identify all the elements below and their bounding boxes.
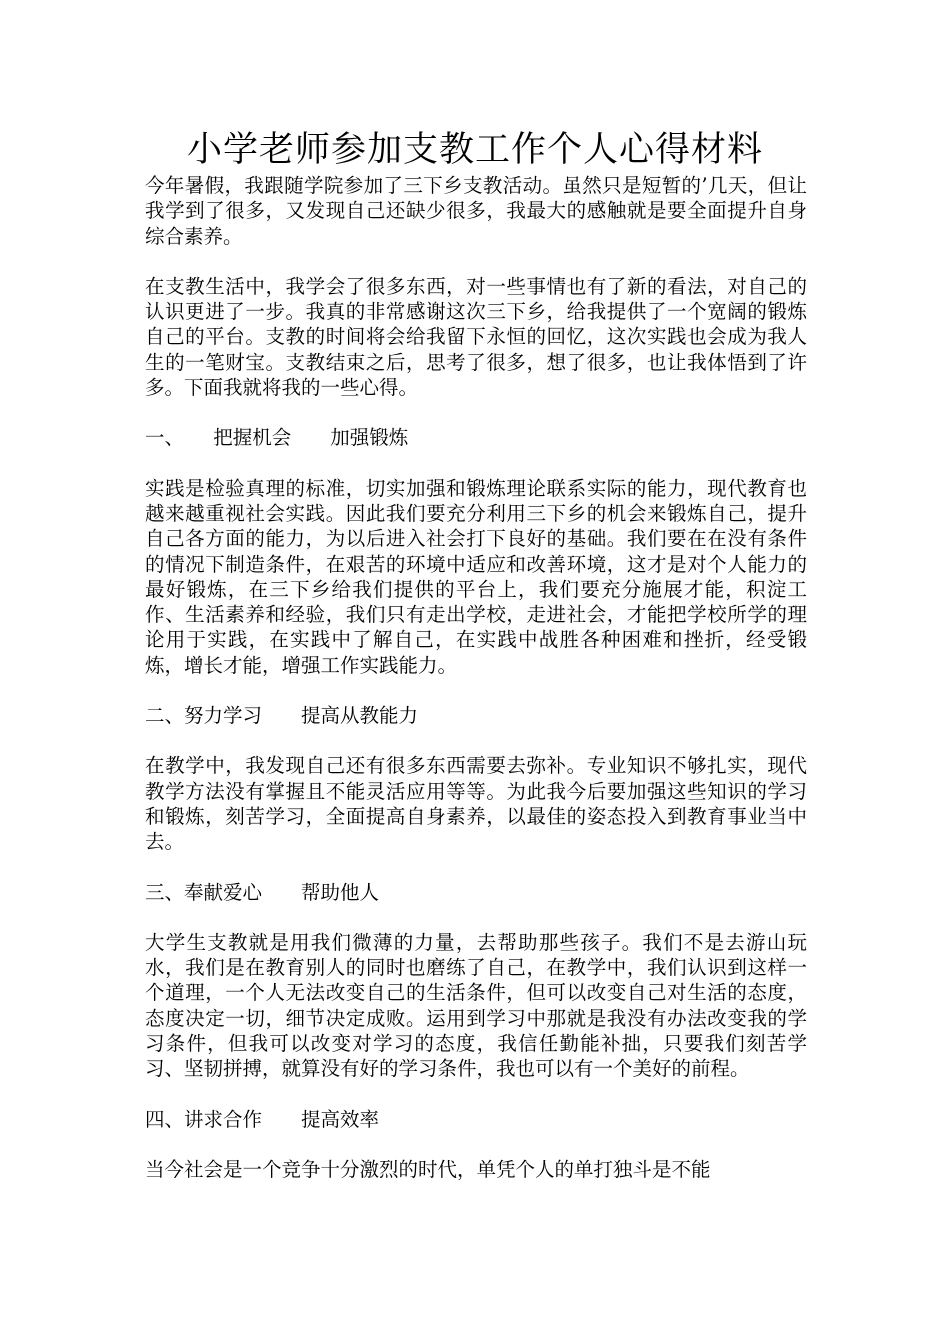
document-title: 小学老师参加支教工作个人心得材料 [186,130,763,170]
section-heading-4: 四、讲求合作 提高效率 [145,1107,380,1131]
paragraph-experience: 在支教生活中，我学会了很多东西，对一些事情也有了新的看法，对自己的认识更进了一步。我真的非常感谢这次三下乡，给我提供了一个宽阔的锻炼自己的平台。支教的时间将会给我留下永恒的回忆，这次实践也会成为我人生的一笔财宝。支教结束之后，思考了很多，想了很多，也让我体悟到了许多。下面我就将我的一些心得。 [145,274,807,400]
section-heading-1: 一、 把握机会 加强锻炼 [145,426,409,450]
paragraph-section-4: 当今社会是一个竞争十分激烈的时代，单凭个人的单打独斗是不能 [145,1157,711,1181]
paragraph-section-2: 在教学中，我发现自己还有很多东西需要去弥补。专业知识不够扎实，现代教学方法没有掌握且不能灵活应用等等。为此我今后要加强这些知识的学习和锻炼，刻苦学习，全面提高自身素养，以最佳的姿态投入到教育事业当中去。 [145,754,807,854]
paragraph-intro: 今年暑假，我跟随学院参加了三下乡支教活动。虽然只是短暂的’几天，但让我学到了很多，又发现自己还缺少很多，我最大的感触就是要全面提升自身综合素养。 [145,174,807,248]
document-body [145,173,807,1182]
paragraph-section-3: 大学生支教就是用我们微薄的力量，去帮助那些孩子。我们不是去游山玩水，我们是在教育别人的同时也磨练了自己，在教学中，我们认识到这样一个道理，一个人无法改变自己的生活条件，但可以改变自己对生活的态度，态度决定一切，细节决定成败。运用到学习中那就是我没有办法改变我的学习条件，但我可以改变对学习的态度，我信任勤能补拙，只要我们刻苦学习、坚韧拼搏，就算没有好的学习条件，我也可以有一个美好的前程。 [145,930,807,1081]
paragraph-section-1: 实践是检验真理的标准，切实加强和锻炼理论联系实际的能力，现代教育也越来越重视社会实践。因此我们要充分利用三下乡的机会来锻炼自己，提升自己各方面的能力，为以后进入社会打下良好的基础。我们要在在没有条件的情况下制造条件，在艰苦的环境中适应和改善环境，这才是对个人能力的最好锻炼，在三下乡给我们提供的平台上，我们要充分施展才能，积淀工作、生活素养和经验，我们只有走出学校，走进社会，才能把学校所学的理论用于实践，在实践中了解自己，在实践中战胜各种困难和挫折，经受锻炼，增长才能，增强工作实践能力。 [145,476,807,677]
section-heading-2: 二、努力学习 提高从教能力 [145,704,419,728]
section-heading-3: 三、奉献爱心 帮助他人 [145,880,380,904]
